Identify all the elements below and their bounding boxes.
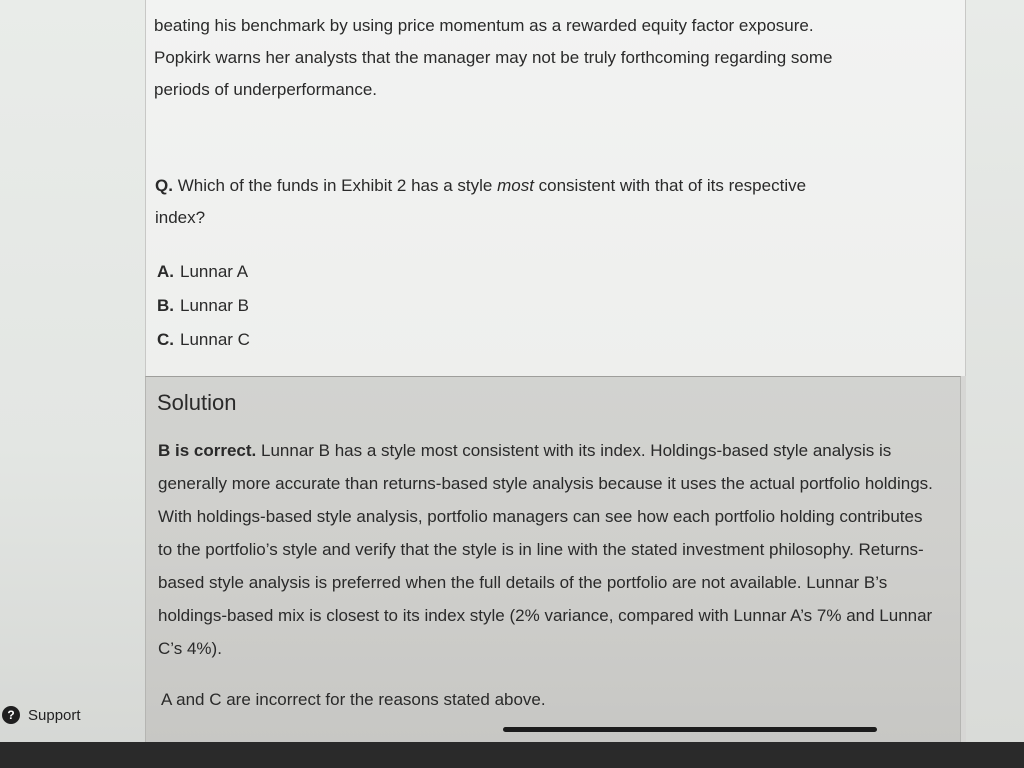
right-margin (966, 0, 1024, 742)
question-prefix: Q. (155, 176, 173, 195)
answer-letter: A. (157, 262, 174, 281)
question-stem-line2: index? (155, 208, 206, 227)
answer-label: Lunnar A (180, 262, 249, 281)
passage-line: beating his benchmark by using price momentum as a rewarded equity factor exposure. (154, 16, 814, 35)
passage-line: Popkirk warns her analysts that the manager may not be truly forthcoming regarding some (154, 48, 833, 67)
question-stem-cont: consistent with that of its respective (533, 176, 807, 195)
answer-label: Lunnar C (180, 330, 250, 349)
left-sidebar (0, 0, 145, 742)
solution-title: Solution (157, 390, 237, 415)
answer-choices (157, 258, 250, 360)
scroll-indicator[interactable] (503, 727, 877, 732)
answer-letter: C. (157, 330, 174, 349)
answer-label: Lunnar B (180, 296, 249, 315)
question-text (155, 170, 935, 234)
vignette-passage (154, 10, 954, 106)
screen-bottom-bezel (0, 742, 1024, 768)
incorrect-answers-note: A and C are incorrect for the reasons stated above. (161, 690, 546, 709)
solution-explanation (158, 434, 938, 665)
question-stem: Which of the funds in Exhibit 2 has a style (177, 176, 498, 195)
answer-option-c[interactable] (157, 326, 250, 360)
support-label: Support (28, 706, 81, 724)
support-button[interactable] (2, 704, 81, 726)
answer-option-a[interactable] (157, 258, 250, 292)
correct-answer-label: B is correct. (158, 441, 257, 460)
question-emphasis: most (497, 176, 534, 195)
question-circle-icon: ? (2, 706, 20, 724)
passage-line: periods of underperformance. (154, 80, 378, 99)
solution-body: Lunnar B has a style most consistent with its index. Holdings-based style analysis is generally more accurate than returns-based style analysis because it uses the actual portfolio holdings. With holdings-based style analysis, portfolio managers can see how each portfolio holding contributes to the portfolio’s style and verify that the style is in line with the stated investment philosophy. Returns-based style analysis is preferred when the full details of the portfolio are not available. Lunnar B’s holdings-based mix is closest to its index style (2% variance, compared with Lunnar A’s 7% and Lunnar C’s 4%). (158, 441, 933, 658)
answer-option-b[interactable] (157, 292, 250, 326)
answer-letter: B. (157, 296, 174, 315)
